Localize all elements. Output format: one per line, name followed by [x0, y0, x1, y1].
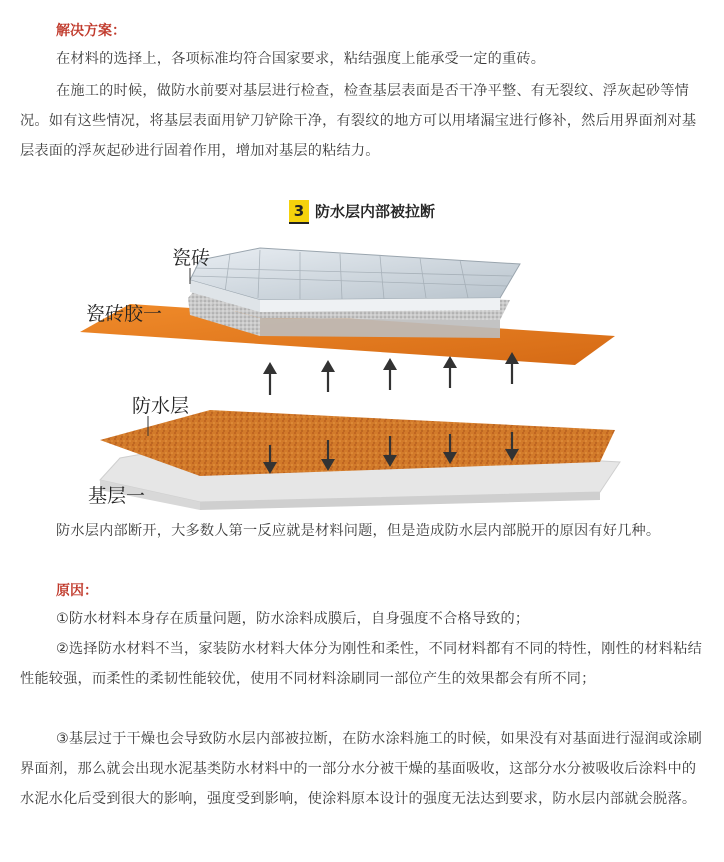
section-title [0, 200, 724, 224]
label-tile: 瓷砖 [172, 247, 211, 269]
intro-paragraph: 防水层内部断开，大多数人第一反应就是材料问题，但是造成防水层内部脱开的原因有好几种。 [56, 523, 661, 539]
solution-paragraph-1: 在材料的选择上，各项标准均符合国家要求，粘结强度上能承受一定的重砖。 [56, 51, 546, 67]
reasons-heading: 原因： [56, 583, 98, 599]
waterproof-layer-diagram [60, 240, 660, 515]
tile-block [190, 248, 520, 300]
solution-heading: 解决方案： [56, 23, 126, 39]
reason-1: ①防水材料本身存在质量问题，防水涂料成膜后，自身强度不合格导致的； [56, 611, 530, 627]
reason-2: ②选择防水材料不当，家装防水材料大体分为刚性和柔性，不同材料都有不同的特性，刚性的材料粘结性能较强，而柔性的柔韧性能较优，使用不同材料涂刷同一部位产生的效果都会有所不同； [20, 641, 702, 687]
section-number-badge: 3 [289, 200, 309, 224]
label-base-layer: 基层一 [88, 485, 146, 507]
label-waterproof-layer: 防水层 [132, 395, 190, 417]
reason-3: ③基层过于干燥也会导致防水层内部被拉断，在防水涂料施工的时候，如果没有对基面进行湿润或涂刷界面剂，那么就会出现水泥基类防水材料中的一部分水分被干燥的基面吸收，这部分水分被吸收后涂料中的水泥水化后受到很大的影响，强度受到影响，使涂料原本设计的强度无法达到要求，防水层内部就会脱落。 [20, 731, 702, 807]
solution-paragraph-2: 在施工的时候，做防水前要对基层进行检查，检查基层表面是否干净平整、有无裂纹、浮灰起砂等情况。如有这些情况，将基层表面用铲刀铲除干净，有裂纹的地方可以用堵漏宝进行修补，然后用界面剂对基层表面的浮灰起砂进行固着作用，增加对基层的粘结力。 [20, 83, 697, 159]
label-tile-adhesive: 瓷砖胶一 [86, 303, 163, 325]
section-title-text: 防水层内部被拉断 [314, 202, 435, 221]
